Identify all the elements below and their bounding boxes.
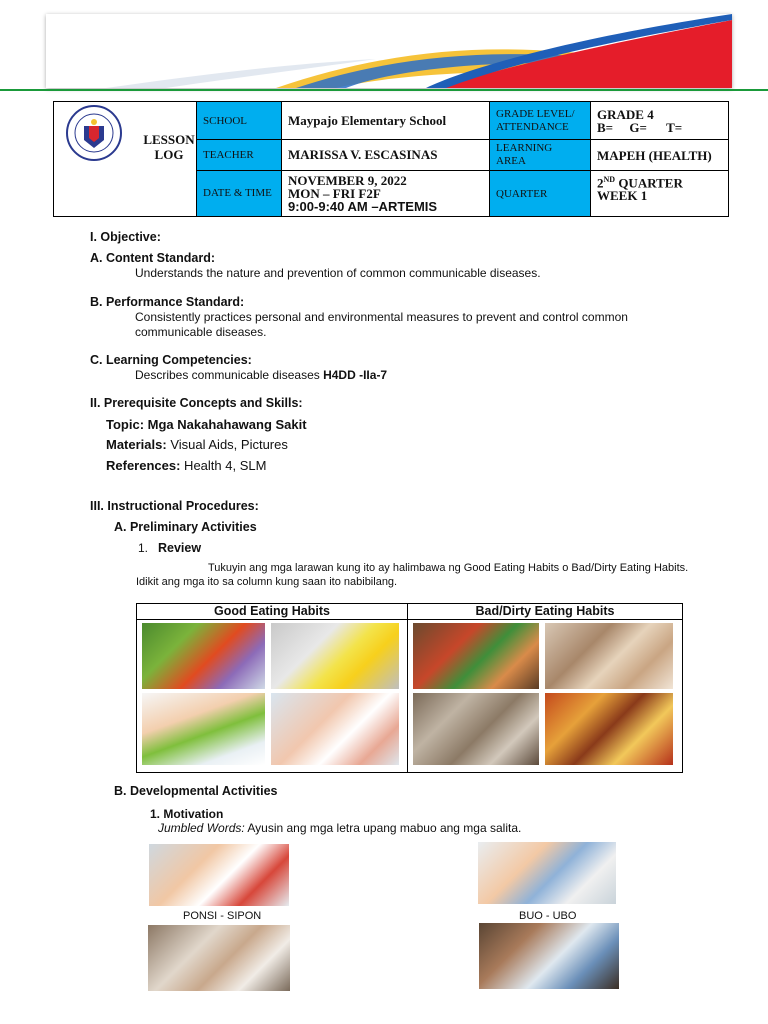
quarter-value: 2ND QUARTER bbox=[597, 175, 683, 191]
lesson-header-table bbox=[53, 101, 729, 217]
child-eating-messily-image bbox=[413, 623, 539, 689]
dirty-kitchen-image bbox=[413, 693, 539, 765]
child-sneezing-image bbox=[149, 844, 289, 906]
eating-habits-table bbox=[136, 603, 683, 773]
performance-standard-heading: B. Performance Standard: bbox=[90, 295, 245, 309]
washing-vegetables-image bbox=[142, 623, 265, 689]
materials-line: Materials: Visual Aids, Pictures bbox=[106, 437, 288, 452]
header-divider bbox=[0, 89, 768, 91]
quarter-label: QUARTER bbox=[496, 187, 548, 200]
review-instruction-2: Idikit ang mga ito sa column kung saan ito nabibilang. bbox=[136, 576, 398, 588]
teacher-value: MARISSA V. ESCASINAS bbox=[288, 147, 438, 162]
grade-value: GRADE 4 bbox=[597, 106, 654, 122]
procedures-heading: III. Instructional Procedures: bbox=[90, 499, 259, 513]
motivation-heading: 1. Motivation bbox=[150, 807, 224, 821]
header-banner bbox=[46, 14, 732, 88]
date-value: NOVEMBER 9, 2022 bbox=[288, 173, 407, 188]
child-eating-vegetables-image bbox=[142, 693, 265, 765]
week-value: WEEK 1 bbox=[597, 188, 648, 204]
objective-heading: I. Objective: bbox=[90, 230, 161, 244]
washing-dishes-image bbox=[271, 623, 399, 689]
date-time-label: DATE & TIME bbox=[203, 187, 272, 199]
sick-person-bed-image bbox=[148, 925, 290, 991]
content-standard-heading: A. Content Standard: bbox=[90, 251, 215, 265]
lesson-log-title: LESSON LOG bbox=[143, 132, 195, 162]
washing-hands-image bbox=[271, 693, 399, 765]
learning-area-value: MAPEH (HEALTH) bbox=[597, 147, 712, 163]
schedule-value: MON – FRI F2F bbox=[288, 186, 381, 201]
performance-standard-text-2: communicable diseases. bbox=[135, 325, 267, 339]
time-section-value: 9:00-9:40 AM –ARTEMIS bbox=[288, 199, 438, 214]
learning-area-label: LEARNING AREA bbox=[496, 142, 553, 167]
review-instruction-1: Tukuyin ang mga larawan kung ito ay halimbawa ng Good Eating Habits o Bad/Dirty Eating Habits. bbox=[208, 562, 689, 574]
topic-line: Topic: Mga Nakahahawang Sakit bbox=[106, 417, 307, 432]
performance-standard-text-1: Consistently practices personal and environmental measures to prevent and control common bbox=[135, 310, 628, 324]
learning-competencies-heading: C. Learning Competencies: bbox=[90, 353, 252, 367]
jumbled-word-2: BUO - UBO bbox=[519, 910, 577, 922]
child-coughing-image bbox=[478, 842, 616, 904]
prerequisite-heading: II. Prerequisite Concepts and Skills: bbox=[90, 396, 303, 410]
patient-doctor-image bbox=[479, 923, 619, 989]
good-eating-header: Good Eating Habits bbox=[137, 604, 407, 620]
learning-competencies-text: Describes communicable diseases H4DD -IIa-7 bbox=[135, 368, 388, 382]
deped-seal-icon bbox=[62, 104, 126, 162]
review-heading: Review bbox=[158, 541, 202, 555]
review-number: 1. bbox=[138, 541, 149, 555]
developmental-activities-heading: B. Developmental Activities bbox=[114, 784, 278, 798]
references-line: References: Health 4, SLM bbox=[106, 458, 267, 473]
teacher-label: TEACHER bbox=[203, 149, 254, 161]
dirty-dishes-image bbox=[545, 623, 673, 689]
content-standard-text: Understands the nature and prevention of common communicable diseases. bbox=[135, 266, 541, 280]
attendance-value: B= G= T= bbox=[597, 119, 683, 135]
junk-food-image bbox=[545, 693, 673, 765]
bad-eating-header: Bad/Dirty Eating Habits bbox=[408, 604, 682, 620]
school-label: SCHOOL bbox=[203, 114, 248, 127]
school-value: Maypajo Elementary School bbox=[288, 112, 447, 128]
preliminary-activities-heading: A. Preliminary Activities bbox=[114, 520, 257, 534]
jumbled-words-instruction: Jumbled Words: Ayusin ang mga letra upang mabuo ang mga salita. bbox=[158, 821, 522, 835]
jumbled-word-1: PONSI - SIPON bbox=[183, 910, 262, 922]
grade-level-label: GRADE LEVEL/ ATTENDANCE bbox=[496, 107, 575, 133]
competency-code: H4DD -IIa-7 bbox=[323, 368, 388, 382]
